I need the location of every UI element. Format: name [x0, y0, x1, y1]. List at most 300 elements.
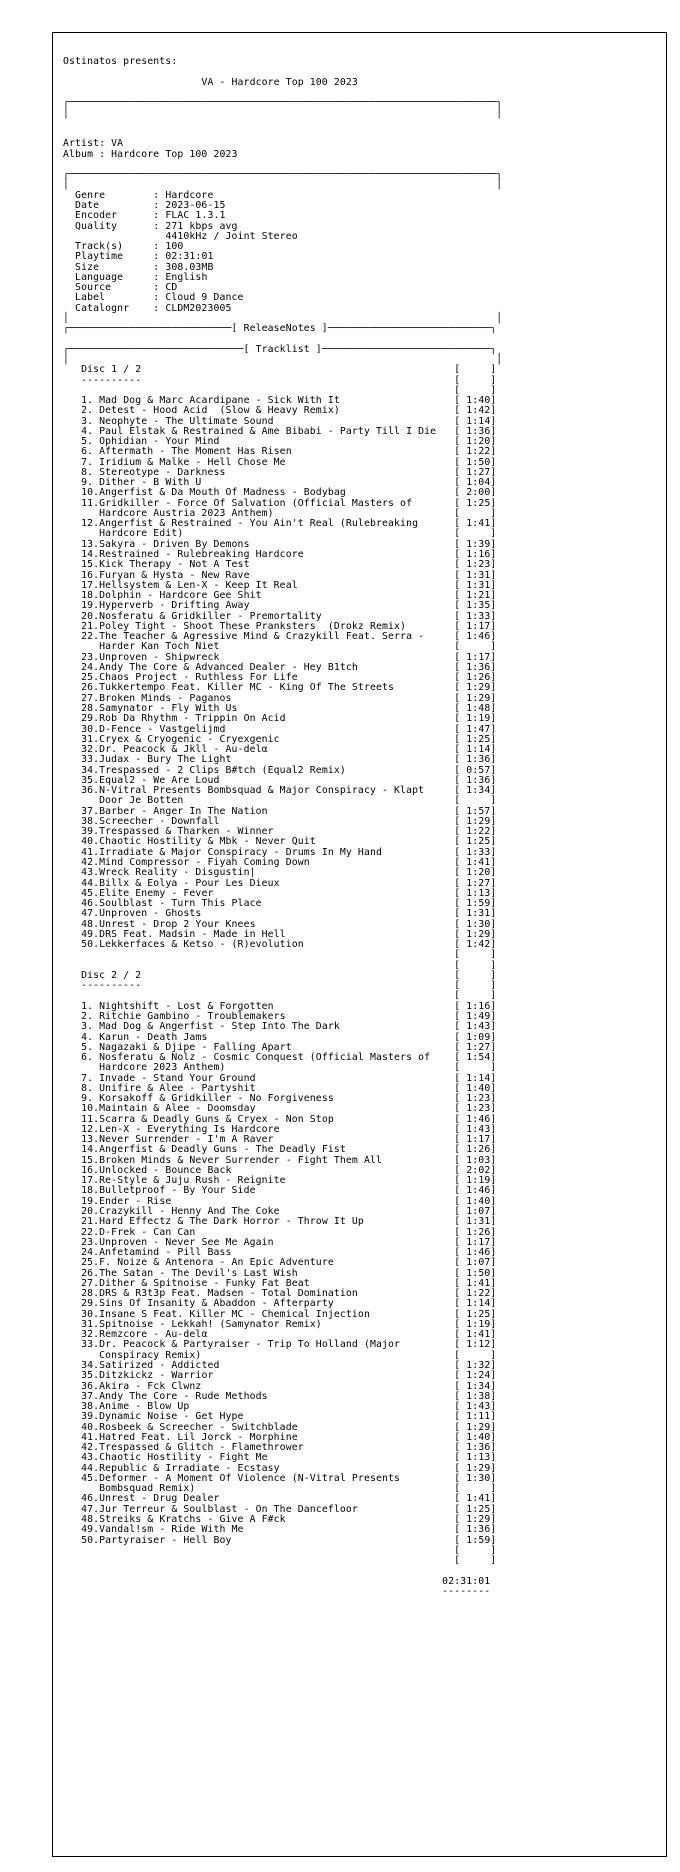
track-number: 7: [81, 1072, 88, 1084]
track-row: 16.Furyan & Hysta - New Rave [ 1:31]: [81, 569, 497, 581]
track-row: 18.Dolphin - Hardcore Gee Shit [ 1:21]: [81, 590, 497, 602]
track-row: 9. Dither - B With U [ 1:04]: [81, 477, 497, 489]
track-time: 1:29: [466, 1421, 491, 1433]
track-time: 1:46: [466, 1113, 491, 1125]
track-time: 1:16: [466, 1000, 491, 1012]
track-number: 7: [81, 456, 88, 468]
track-title: Mad Dog & Angerfist - Step Into The Dark: [99, 1021, 340, 1033]
track-title: Unlocked - Bounce Back: [99, 1164, 232, 1176]
track-row: 34.Trespassed - 2 Clips B#tch (Equal2 Remix) [ 0:57]: [81, 764, 497, 776]
info-label: Genre: [75, 189, 106, 201]
track-row: 1. Mad Dog & Marc Acardipane - Sick With It [ 1:40]: [81, 395, 497, 407]
track-time: 1:29: [466, 1513, 491, 1525]
track-number: 48: [81, 918, 94, 930]
track-row: 39.Dynamic Noise - Get Hype [ 1:11]: [81, 1411, 497, 1423]
track-number: 12: [81, 1123, 94, 1135]
box-top-border: ┌───────────────────────────────────────────────────────────────────────┐: [63, 97, 503, 109]
info-row: Catalognr : CLDM2023005: [75, 302, 232, 314]
track-time: 1:22: [466, 826, 491, 838]
track-row: 50.Lekkerfaces & Ketso - (R)evolution [ 1:42]: [81, 939, 497, 951]
track-title: Tukkertempo Feat. Killer MC - King Of The Streets: [99, 682, 395, 694]
track-time: 1:36: [466, 754, 491, 766]
track-time: 1:26: [466, 1144, 491, 1156]
track-number: 35: [81, 774, 94, 786]
track-time: 1:29: [466, 1462, 491, 1474]
box-side-border: │ │: [63, 353, 503, 365]
track-number: 41: [81, 846, 94, 858]
track-number: 38: [81, 1401, 94, 1413]
track-title: Trespassed & Glitch - Flamethrower: [99, 1442, 304, 1454]
track-row: 43.Chaotic Hostility - Fight Me [ 1:13]: [81, 1452, 497, 1464]
track-title: Rob Da Rhythm - Trippin On Acid: [99, 713, 286, 725]
track-row: 50.Partyraiser - Hell Boy [ 1:59]: [81, 1534, 497, 1546]
track-row: 4. Paul Elstak & Restrained & Ame Bibabi - Party Till I Die [ 1:36]: [81, 425, 497, 437]
track-title: Kick Therapy - Not A Test: [99, 559, 250, 571]
track-row: 37.Barber - Anger In The Nation [ 1:57]: [81, 805, 497, 817]
track-number: 42: [81, 856, 94, 868]
track-row: 42.Trespassed & Glitch - Flamethrower [ 1:36]: [81, 1442, 497, 1454]
track-title: Furyan & Hysta - New Rave: [99, 569, 250, 581]
track-time: 1:24: [466, 1370, 491, 1382]
info-label: Size: [75, 261, 100, 273]
track-number: 32: [81, 1329, 94, 1341]
track-title: N-Vitral Presents Bombsquad & Major Conspiracy - Klapt: [99, 785, 425, 797]
track-row: 5. Nagazaki & Djipe - Falling Apart [ 1:27]: [81, 1041, 497, 1053]
track-number: 34: [81, 764, 94, 776]
track-row: 19.Ender - Rise [ 1:40]: [81, 1195, 497, 1207]
track-time: 1:17: [466, 651, 491, 663]
track-title: Chaotic Hostility & Mbk - Never Quit: [99, 836, 316, 848]
track-number: 22: [81, 631, 94, 643]
track-time: 1:41: [466, 856, 491, 868]
track-row: 15.Kick Therapy - Not A Test [ 1:23]: [81, 559, 497, 571]
info-value: Hardcore: [165, 189, 214, 201]
track-title: Partyraiser - Hell Boy: [99, 1534, 232, 1546]
track-title: Ditzkickz - Warrior: [99, 1370, 214, 1382]
album-value: Hardcore Top 100 2023: [111, 148, 238, 160]
track-row-continuation: Hardcore 2023 Anthem) [ ]: [99, 1062, 497, 1074]
track-time: 1:33: [466, 610, 491, 622]
track-row: 36.N-Vitral Presents Bombsquad & Major Conspiracy - Klapt [ 1:34]: [81, 785, 497, 797]
track-title: Broken Minds - Paganos: [99, 692, 232, 704]
track-title: Dr. Peacock & Jkll - Au-delα: [99, 744, 268, 756]
track-number: 40: [81, 836, 94, 848]
track-title: Hyperverb - Drifting Away: [99, 600, 250, 612]
track-title: Andy The Core & Advanced Dealer - Hey B1tch: [99, 661, 358, 673]
track-title: Unproven - Never See Me Again: [99, 1236, 274, 1248]
track-time: 1:57: [466, 805, 491, 817]
track-title: Hatred Feat. Lil Jorck - Morphine: [99, 1431, 298, 1443]
track-title: Akira - Fck Clwnz: [99, 1380, 202, 1392]
track-time: 1:50: [466, 1267, 491, 1279]
track-number: 23: [81, 651, 94, 663]
info-value: 271 kbps avg: [165, 220, 238, 232]
track-number: 3: [81, 415, 88, 427]
track-number: 14: [81, 549, 94, 561]
track-number: 47: [81, 1503, 94, 1515]
track-time: 1:22: [466, 446, 491, 458]
track-row-continuation: Bombsquad Remix) [ ]: [99, 1483, 497, 1495]
track-row: 27.Broken Minds - Paganos [ 1:29]: [81, 692, 497, 704]
track-title: Paul Elstak & Restrained & Ame Bibabi - Party Till I Die: [99, 425, 437, 437]
track-time: 1:19: [466, 713, 491, 725]
track-row: 23.Unproven - Never See Me Again [ 1:17]: [81, 1236, 497, 1248]
track-row: 14.Restrained - Rulebreaking Hardcore [ 1:16]: [81, 549, 497, 561]
track-row: 49.Vandal!sm - Ride With Me [ 1:36]: [81, 1524, 497, 1536]
track-row: 45.Elite Enemy - Fever [ 1:13]: [81, 887, 497, 899]
track-number: 37: [81, 1390, 94, 1402]
track-row: 1. Nightshift - Lost & Forgotten [ 1:16]: [81, 1000, 497, 1012]
track-time: 1:59: [466, 1534, 491, 1546]
track-time: 1:46: [466, 1185, 491, 1197]
track-title: DRS Feat. Madsin - Made in Hell: [99, 928, 286, 940]
track-row: 22.D-Frek - Can Can [ 1:26]: [81, 1226, 497, 1238]
track-title: Unproven - Ghosts: [99, 908, 202, 920]
track-row: 47.Unproven - Ghosts [ 1:31]: [81, 908, 497, 920]
track-number: 40: [81, 1421, 94, 1433]
track-time: 1:54: [466, 1052, 491, 1064]
track-title: Samynator - Fly With Us: [99, 703, 238, 714]
track-time: 1:11: [466, 1411, 491, 1423]
track-number: 17: [81, 579, 94, 591]
track-row: 21.Poley Tight - Shoot These Pranksters (Drokz Remix) [ 1:17]: [81, 620, 497, 632]
info-label: Source: [75, 282, 112, 294]
track-row: 31.Spitnoise - Lekkah! (Samynator Remix) [ 1:19]: [81, 1318, 497, 1330]
info-label: Quality: [75, 220, 118, 232]
track-row: 2. Ritchie Gambino - Troublemakers [ 1:49]: [81, 1010, 497, 1022]
track-number: 33: [81, 754, 94, 766]
track-number: 39: [81, 1411, 94, 1423]
track-time: 1:47: [466, 723, 491, 735]
track-time: 1:40: [466, 395, 491, 407]
track-number: 44: [81, 1462, 94, 1474]
track-time: 1:25: [466, 733, 491, 745]
track-number: 31: [81, 733, 94, 745]
track-row: 30.D-Fence - Vastgelijmd [ 1:47]: [81, 723, 497, 735]
box-top-border: ┌───────────────────────────────────────────────────────────────────────┐: [63, 169, 503, 181]
track-row: 44.Billx & Eolya - Pour Les Dieux [ 1:27]: [81, 877, 497, 889]
track-title-cont: Bombsquad Remix): [99, 1483, 196, 1495]
info-row: Date : 2023-06-15: [75, 199, 226, 211]
track-row: 11.Scarra & Deadly Guns & Cryex - Non Stop [ 1:46]: [81, 1113, 497, 1125]
track-title: Nosferatu & Nolz - Cosmic Conquest (Official Masters of: [99, 1052, 431, 1064]
track-row: 11.Gridkiller - Force Of Salvation (Official Masters of [ 1:25]: [81, 497, 497, 509]
track-title-cont: Hardcore Edit): [99, 528, 184, 540]
track-row: 48.Unrest - Drop 2 Your Knees [ 1:30]: [81, 918, 497, 930]
track-time: 1:25: [466, 1503, 491, 1515]
track-row-continuation: Conspiracy Remix) [ ]: [99, 1349, 497, 1361]
track-time: 1:17: [466, 1236, 491, 1248]
track-title: The Satan - The Devil's Last Wish: [99, 1267, 298, 1279]
info-label: Catalognr: [75, 302, 130, 314]
track-number: 13: [81, 538, 94, 550]
track-number: 20: [81, 610, 94, 622]
track-number: 12: [81, 518, 94, 530]
track-time: 1:21: [466, 590, 491, 602]
info-row: Size : 308.03MB: [75, 261, 214, 273]
track-title: D-Fence - Vastgelijmd: [99, 723, 226, 735]
track-title: Iridium & Malke - Hell Chose Me: [99, 456, 286, 468]
nfo-text: [63, 47, 502, 1597]
track-title: Aftermath - The Moment Has Risen: [99, 446, 292, 458]
track-title: Jur Terreur & Soulblast - On The Dancefloor: [99, 1503, 358, 1515]
track-title: Angerfist & Da Mouth Of Madness - Bodybag: [99, 487, 346, 499]
info-label: Playtime: [75, 251, 124, 263]
track-time: 1:07: [466, 1257, 491, 1269]
track-title: F. Noize & Antenora - An Epic Adventure: [99, 1257, 334, 1269]
track-number: 45: [81, 1472, 94, 1484]
track-time: 1:27: [466, 877, 491, 889]
track-time: 1:38: [466, 1390, 491, 1402]
track-title: Broken Minds & Never Surrender - Fight Them All: [99, 1154, 382, 1166]
track-time: 0:57: [466, 764, 491, 776]
track-title: Dither - B With U: [99, 477, 202, 489]
track-time: 1:33: [466, 846, 491, 858]
time-slot-empty: [ ]: [63, 1544, 497, 1556]
album-line: Album : Hardcore Top 100 2023: [63, 148, 238, 160]
track-number: 46: [81, 1493, 94, 1505]
track-time: 1:31: [466, 579, 491, 591]
info-row: Source : CD: [75, 282, 178, 294]
track-row: 3. Neophyte - The Ultimate Sound [ 1:14]: [81, 415, 497, 427]
time-slot-empty: [ ]: [63, 384, 497, 396]
track-time: 1:14: [466, 744, 491, 756]
track-title: Satirized - Addicted: [99, 1360, 220, 1371]
track-title: Scarra & Deadly Guns & Cryex - Non Stop: [99, 1113, 334, 1125]
track-title: Never Surrender - I'm A Raver: [99, 1134, 274, 1146]
disc-underline: ---------- [ ]: [63, 980, 497, 992]
track-time: 1:34: [466, 1380, 491, 1392]
track-row: 37.Andy The Core - Rude Methods [ 1:38]: [81, 1390, 497, 1402]
track-row: 35.Ditzkickz - Warrior [ 1:24]: [81, 1370, 497, 1382]
track-title: Ritchie Gambino - Troublemakers: [99, 1010, 286, 1022]
info-value: FLAC 1.3.1: [165, 210, 226, 222]
track-title: Korsakoff & Gridkiller - No Forgiveness: [99, 1093, 334, 1105]
track-row: 23.Unproven - Shipwreck [ 1:17]: [81, 651, 497, 663]
info-value: 308.03MB: [165, 261, 214, 273]
track-row: 36.Akira - Fck Clwnz [ 1:34]: [81, 1380, 497, 1392]
track-number: 33: [81, 1339, 94, 1351]
track-time: 1:40: [466, 1431, 491, 1443]
track-number: 2: [81, 405, 88, 417]
track-row: 34.Satirized - Addicted [ 1:32]: [81, 1360, 497, 1371]
track-row: 32.Remzcore - Au-delα [ 1:41]: [81, 1329, 497, 1341]
track-title: Nagazaki & Djipe - Falling Apart: [99, 1041, 292, 1053]
track-time: 1:36: [466, 774, 491, 786]
track-time: 1:31: [466, 569, 491, 581]
track-row: 25.Chaos Project - Ruthless For Life [ 1:26]: [81, 672, 497, 684]
track-title: Soulblast - Turn This Place: [99, 898, 262, 910]
track-number: 11: [81, 497, 94, 509]
release-notes-header: ReleaseNotes: [243, 323, 316, 335]
track-row: 35.Equal2 - We Are Loud [ 1:36]: [81, 774, 497, 786]
info-value: 4410kHz / Joint Stereo: [165, 230, 298, 242]
track-title: Unrest - Drug Dealer: [99, 1493, 220, 1505]
track-title: Gridkiller - Force Of Salvation (Official Masters of: [99, 497, 413, 509]
track-number: 30: [81, 723, 94, 735]
track-row: 38.Anime - Blow Up [ 1:43]: [81, 1401, 497, 1413]
time-slot-empty: [ ]: [63, 959, 497, 971]
track-title: Angerfist & Deadly Guns - The Deadly Fist: [99, 1144, 346, 1156]
track-row: 7. Invade - Stand Your Ground [ 1:14]: [81, 1072, 497, 1084]
info-label: Date: [75, 199, 100, 211]
track-title: The Teacher & Agressive Mind & Crazykill Feat. Serra -: [99, 631, 425, 643]
track-row: 14.Angerfist & Deadly Guns - The Deadly Fist [ 1:26]: [81, 1144, 497, 1156]
track-time: 1:39: [466, 538, 491, 550]
track-title: Rosbeek & Screecher - Switchblade: [99, 1421, 298, 1433]
track-time: 1:12: [466, 1339, 491, 1351]
track-title: Cryex & Cryogenic - Cryexgenic: [99, 733, 280, 745]
track-row-continuation: Door Je Botten [ ]: [99, 795, 497, 807]
track-row: 33.Dr. Peacock & Partyraiser - Trip To Holland (Major [ 1:12]: [81, 1339, 497, 1351]
track-row: 2. Detest - Hood Acid (Slow & Heavy Remix) [ 1:42]: [81, 405, 497, 417]
blank-line: [63, 129, 502, 139]
track-time: 1:25: [466, 1308, 491, 1320]
info-row: Quality : 271 kbps avg: [75, 220, 238, 232]
track-row: 24.Anfetamind - Pill Bass [ 1:46]: [81, 1247, 497, 1259]
track-number: 13: [81, 1134, 94, 1146]
track-row: 5. Ophidian - Your Mind [ 1:20]: [81, 436, 497, 448]
track-title: Invade - Stand Your Ground: [99, 1072, 256, 1084]
track-title: Screecher - Downfall: [99, 815, 220, 827]
track-number: 27: [81, 692, 94, 704]
track-title: Sins Of Insanity & Abaddon - Afterparty: [99, 1298, 334, 1310]
track-number: 39: [81, 826, 94, 838]
release-title-line: [63, 78, 502, 88]
track-title: Wreck Reality - Disgustin|: [99, 867, 256, 879]
track-time: 1:36: [466, 1442, 491, 1454]
track-number: 49: [81, 928, 94, 940]
track-number: 9: [81, 477, 88, 489]
track-title: Anfetamind - Pill Bass: [99, 1247, 232, 1259]
disc-underline: ---------- [ ]: [63, 374, 497, 386]
info-row: Encoder : FLAC 1.3.1: [75, 210, 226, 222]
track-number: 8: [81, 466, 88, 478]
track-title: Angerfist & Restrained - You Ain't Real (Rulebreaking: [99, 518, 419, 530]
info-value: English: [165, 271, 208, 283]
presenter-line: [63, 57, 502, 67]
track-title: Lekkerfaces & Ketso - (R)evolution: [99, 939, 304, 951]
track-time: 1:14: [466, 1072, 491, 1084]
track-number: 38: [81, 815, 94, 827]
track-row: 12.Angerfist & Restrained - You Ain't Real (Rulebreaking [ 1:41]: [81, 518, 497, 530]
track-row: 40.Rosbeek & Screecher - Switchblade [ 1:29]: [81, 1421, 497, 1433]
track-number: 29: [81, 1298, 94, 1310]
track-title: Unifire & Alee - Partyshit: [99, 1082, 256, 1094]
track-row: 24.Andy The Core & Advanced Dealer - Hey B1tch [ 1:36]: [81, 661, 497, 673]
track-row: 16.Unlocked - Bounce Back [ 2:02]: [81, 1164, 497, 1176]
info-row: Playtime : 02:31:01: [75, 251, 214, 263]
time-slot-empty: [ ]: [63, 949, 497, 961]
track-title: Chaos Project - Ruthless For Life: [99, 672, 298, 684]
disc-title-line: Disc 2 / 2 [ ]: [81, 969, 497, 981]
disc-title: Disc 1 / 2: [81, 364, 142, 376]
track-time: 1:40: [466, 1195, 491, 1207]
track-number: 9: [81, 1093, 88, 1105]
track-number: 4: [81, 1031, 88, 1043]
track-title: Hellsystem & Len-X - Keep It Real: [99, 579, 298, 591]
info-value: Cloud 9 Dance: [165, 292, 244, 304]
track-title: Trespassed & Tharken - Winner: [99, 826, 274, 838]
track-number: 19: [81, 1195, 94, 1207]
track-title: Poley Tight - Shoot These Pranksters (Drokz Remix): [99, 620, 407, 632]
track-title: Judax - Bury The Light: [99, 754, 232, 766]
box-top-border: ┌───────────────────────────[ ReleaseNotes ]───────────────────────────┐: [63, 323, 497, 335]
track-title: Deformer - A Moment Of Violence (N-Vitral Presents: [99, 1472, 401, 1484]
track-title: Equal2 - We Are Loud: [99, 774, 220, 786]
track-row: 49.DRS Feat. Madsin - Made in Hell [ 1:29]: [81, 928, 497, 940]
track-title: Len-X - Everything Is Hardcore: [99, 1123, 280, 1135]
track-row: 15.Broken Minds & Never Surrender - Fight Them All [ 1:03]: [81, 1154, 497, 1166]
box-top-border: ┌─────────────────────────────[ Tracklist ]────────────────────────────┐: [63, 343, 497, 355]
track-title-cont: Door Je Botten: [99, 795, 184, 807]
track-row: 32.Dr. Peacock & Jkll - Au-delα [ 1:14]: [81, 744, 497, 756]
track-row: 21.Hard Effectz & The Dark Horror - Throw It Up [ 1:31]: [81, 1216, 497, 1228]
track-time: 1:36: [466, 661, 491, 673]
track-number: 20: [81, 1206, 94, 1218]
artist-value: VA: [111, 138, 124, 150]
track-number: 11: [81, 1113, 94, 1125]
track-title: Detest - Hood Acid (Slow & Heavy Remix): [99, 405, 340, 417]
track-row: 22.The Teacher & Agressive Mind & Crazykill Feat. Serra - [ 1:46]: [81, 631, 497, 643]
track-title: Ophidian - Your Mind: [99, 436, 220, 448]
track-number: 1: [81, 1000, 88, 1012]
track-number: 3: [81, 1021, 88, 1033]
track-time: 1:35: [466, 600, 491, 612]
track-time: 1:41: [466, 1277, 491, 1289]
track-time: 1:25: [466, 836, 491, 848]
track-title: Billx & Eolya - Pour Les Dieux: [99, 877, 280, 889]
track-row: 20.Crazykill - Henny And The Coke [ 1:07]: [81, 1206, 497, 1218]
info-value: CLDM2023005: [165, 302, 232, 314]
track-time: 1:29: [466, 692, 491, 704]
track-title: Re-Style & Juju Rush - Reignite: [99, 1175, 286, 1187]
info-value: 02:31:01: [165, 251, 214, 263]
track-row: 8. Stereotype - Darkness [ 1:27]: [81, 466, 497, 478]
info-label: Encoder: [75, 210, 118, 222]
track-time: 1:31: [466, 908, 491, 920]
track-row: 38.Screecher - Downfall [ 1:29]: [81, 815, 497, 827]
track-number: 36: [81, 1380, 94, 1392]
track-row: 40.Chaotic Hostility & Mbk - Never Quit [ 1:25]: [81, 836, 497, 848]
track-title: Remzcore - Au-delα: [99, 1329, 208, 1341]
track-time: 1:41: [466, 1493, 491, 1505]
track-time: 1:23: [466, 1103, 491, 1115]
track-time: 1:30: [466, 1472, 491, 1484]
track-row: 26.The Satan - The Devil's Last Wish [ 1:50]: [81, 1267, 497, 1279]
track-number: 14: [81, 1144, 94, 1156]
track-title: Restrained - Rulebreaking Hardcore: [99, 549, 304, 561]
track-time: 1:32: [466, 1360, 491, 1371]
track-title: Mad Dog & Marc Acardipane - Sick With It: [99, 395, 340, 407]
track-row: 12.Len-X - Everything Is Hardcore [ 1:43]: [81, 1123, 497, 1135]
track-row: 41.Irradiate & Major Conspiracy - Drums In My Hand [ 1:33]: [81, 846, 497, 858]
track-row: 41.Hatred Feat. Lil Jorck - Morphine [ 1:40]: [81, 1431, 497, 1443]
track-row-continuation: Harder Kan Toch Niet [ ]: [99, 641, 497, 653]
blank-line: [63, 119, 502, 129]
track-title: Streiks & Kratchs - Give A F#ck: [99, 1513, 286, 1525]
track-time: 1:59: [466, 898, 491, 910]
track-number: 5: [81, 1041, 88, 1053]
disc-title-line: Disc 1 / 2 [ ]: [81, 364, 497, 376]
track-title: Hard Effectz & The Dark Horror - Throw It Up: [99, 1216, 364, 1228]
track-title: Spitnoise - Lekkah! (Samynator Remix): [99, 1318, 322, 1330]
track-row: 17.Hellsystem & Len-X - Keep It Real [ 1:31]: [81, 579, 497, 591]
track-title: Republic & Irradiate - Ecstasy: [99, 1462, 280, 1474]
track-title: Unproven - Shipwreck: [99, 651, 220, 663]
track-number: 32: [81, 744, 94, 756]
track-number: 28: [81, 703, 94, 714]
